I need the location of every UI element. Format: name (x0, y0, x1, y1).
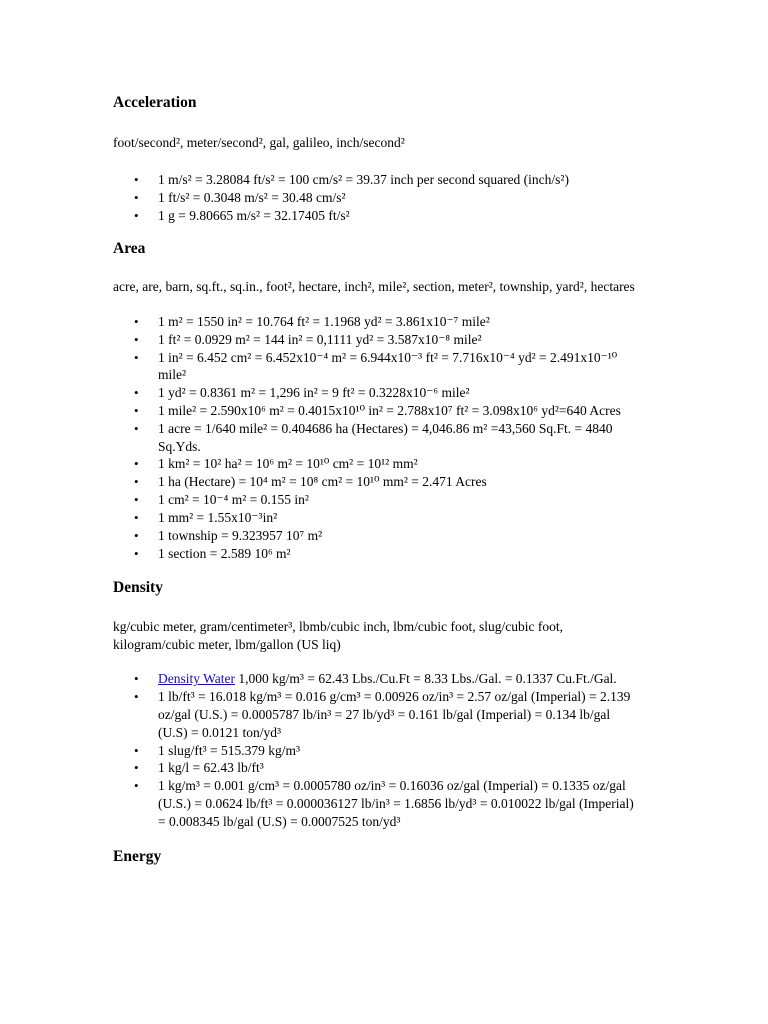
list-item: • 1 cm² = 10⁻⁴ m² = 0.155 in² (113, 491, 643, 509)
section-density (113, 578, 643, 830)
list-item: • 1 ha (Hectare) = 10⁴ m² = 10⁸ cm² = 10¹⁰ mm² = 2.471 Acres (113, 473, 643, 491)
section-heading: Energy (113, 847, 162, 865)
list-item: • 1 kg/m³ = 0.001 g/cm³ = 0.0005780 oz/in³ = 0.16036 oz/gal (Imperial) = 0.1335 oz/gal (U.S.) = 0.0624 lb/ft³ = 0.000036127 lb/in³ = 1.6856 lb/yd³ = 0.010022 lb/gal (Imperial) = 0.008345 lb/gal (U.S) = 0.0007525 ton/yd³ (113, 777, 643, 830)
section-heading: Area (113, 239, 146, 257)
list-item: • 1 lb/ft³ = 16.018 kg/m³ = 0.016 g/cm³ = 0.00926 oz/in³ = 2.57 oz/gal (Imperial) = 2.139 oz/gal (U.S.) = 0.0005787 lb/in³ = 27 lb/yd³ = 0.161 lb/gal (Imperial) = 0.134 lb/gal (U.S) = 0.0121 ton/yd³ (113, 688, 643, 741)
section-heading: Acceleration (113, 94, 197, 111)
list-item: • 1 kg/l = 62.43 lb/ft³ (113, 759, 643, 777)
list-item-text: 1,000 kg/m³ = 62.43 Lbs./Cu.Ft = 8.33 Lbs./Gal. = 0.1337 Cu.Ft./Gal. (235, 671, 617, 687)
document-content (113, 93, 643, 867)
section-area (113, 239, 643, 563)
list-item: • 1 g = 9.80665 m/s² = 32.17405 ft/s² (113, 207, 643, 225)
list-item: • 1 ft² = 0.0929 m² = 144 in² = 0,1111 yd² = 3.587x10⁻⁸ mile² (113, 331, 643, 349)
conversion-list (113, 313, 643, 562)
list-item: • 1 section = 2.589 10⁶ m² (113, 545, 643, 563)
list-item (113, 670, 643, 688)
list-item: • 1 acre = 1/640 mile² = 0.404686 ha (Hectares) = 4,046.86 m² =43,560 Sq.Ft. = 4840 Sq.Yds. (113, 420, 643, 456)
units-list: foot/second², meter/second², gal, galileo, inch/second² (113, 135, 405, 151)
section-energy (113, 847, 643, 867)
conversion-list (113, 171, 643, 224)
section-acceleration (113, 93, 643, 225)
section-heading: Density (113, 579, 163, 597)
list-item: • 1 yd² = 0.8361 m² = 1,296 in² = 9 ft² = 0.3228x10⁻⁶ mile² (113, 384, 643, 402)
list-item: • 1 m/s² = 3.28084 ft/s² = 100 cm/s² = 39.37 inch per second squared (inch/s²) (113, 171, 643, 189)
list-item: • 1 slug/ft³ = 515.379 kg/m³ (113, 742, 643, 760)
units-list: acre, are, barn, sq.ft., sq.in., foot², hectare, inch², mile², section, meter², township, yard², hectares (113, 279, 635, 295)
list-item: • 1 km² = 10² ha² = 10⁶ m² = 10¹⁰ cm² = 10¹² mm² (113, 455, 643, 473)
list-item: • 1 ft/s² = 0.3048 m/s² = 30.48 cm/s² (113, 189, 643, 207)
list-item: • 1 in² = 6.452 cm² = 6.452x10⁻⁴ m² = 6.944x10⁻³ ft² = 7.716x10⁻⁴ yd² = 2.491x10⁻¹⁰ mile² (113, 349, 643, 385)
list-item: • 1 township = 9.323957 10⁷ m² (113, 527, 643, 545)
units-list: kg/cubic meter, gram/centimeter³, lbmb/cubic inch, lbm/cubic foot, slug/cubic foot, kilogram/cubic meter, lbm/gallon (US liq) (113, 618, 564, 652)
conversion-list (113, 670, 643, 830)
list-item: • 1 mm² = 1.55x10⁻³in² (113, 509, 643, 527)
list-item: • 1 mile² = 2.590x10⁶ m² = 0.4015x10¹⁰ in² = 2.788x10⁷ ft² = 3.098x10⁶ yd²=640 Acres (113, 402, 643, 420)
list-item: • 1 m² = 1550 in² = 10.764 ft² = 1.1968 yd² = 3.861x10⁻⁷ mile² (113, 313, 643, 331)
density-water-link[interactable]: Density Water (158, 671, 236, 687)
